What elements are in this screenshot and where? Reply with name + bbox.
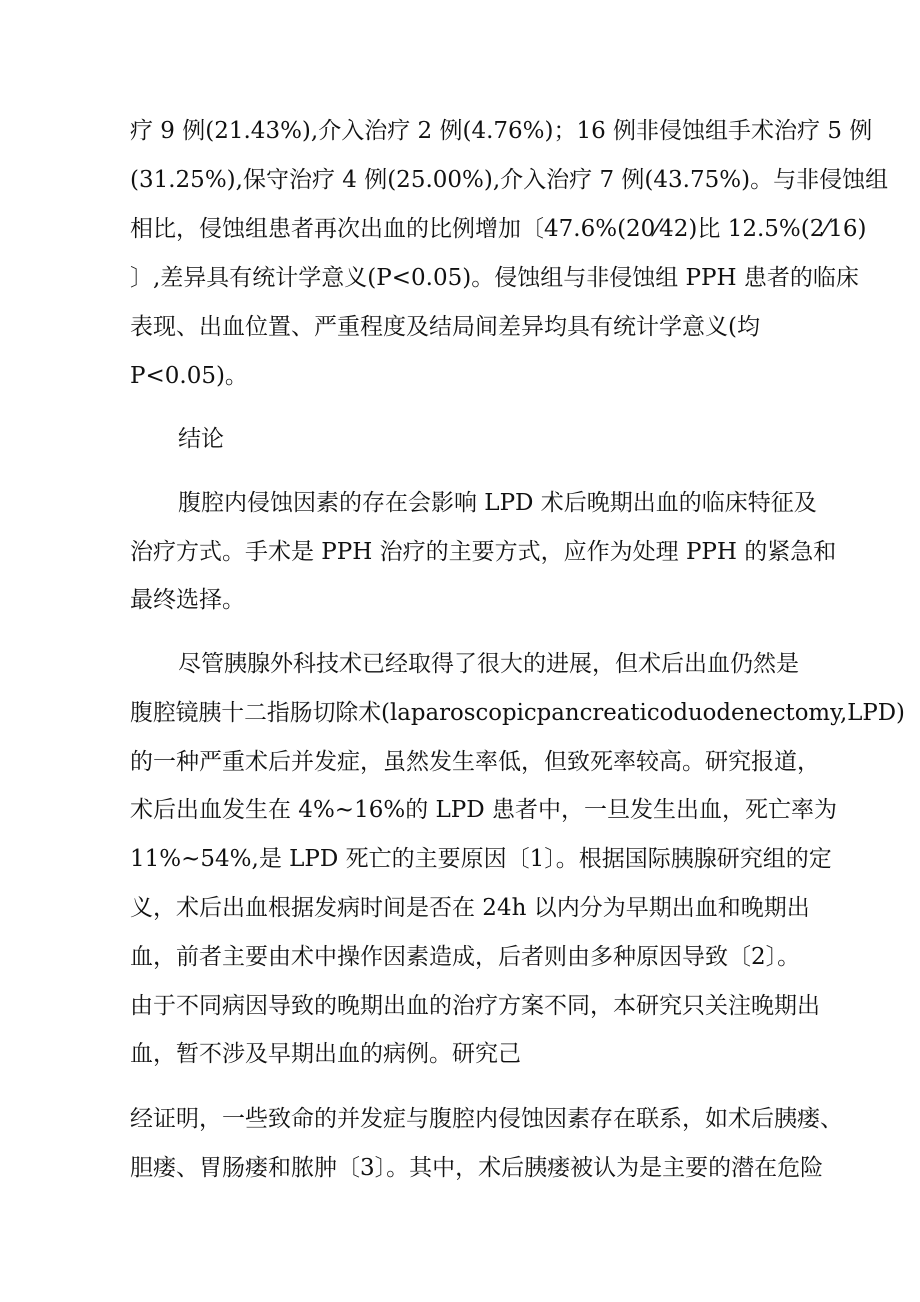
intro-line-1: 尽管胰腺外科技术已经取得了很大的进展，但术后出血仍然是 bbox=[178, 651, 799, 677]
conclusion-line-1: 腹腔内侵蚀因素的存在会影响 LPD 术后晚期出血的临床特征及 bbox=[178, 490, 817, 516]
results-line-1: 疗 9 例(21.43%),介入治疗 2 例(4.76%)；16 例非侵蚀组手术治疗 5 例 bbox=[130, 118, 873, 144]
results-line-2: (31.25%),保守治疗 4 例(25.00%),介入治疗 7 例(43.75%)。与非侵蚀组 bbox=[130, 167, 889, 193]
section-heading-conclusion: 结论 bbox=[178, 426, 224, 452]
intro-line-5: 11%~54%,是 LPD 死亡的主要原因〔1〕。根据国际胰腺研究组的定 bbox=[130, 846, 832, 872]
continuation-line-1: 经证明，一些致命的并发症与腹腔内侵蚀因素存在联系，如术后胰瘘、 bbox=[130, 1106, 843, 1132]
results-line-3: 相比，侵蚀组患者再次出血的比例增加〔47.6%(20⁄42)比 12.5%(2⁄16) bbox=[130, 216, 867, 242]
results-line-5: 表现、出血位置、严重程度及结局间差异均具有统计学意义(均 bbox=[130, 314, 760, 340]
conclusion-line-3: 最终选择。 bbox=[130, 587, 245, 613]
results-line-6: P<0.05)。 bbox=[130, 363, 248, 389]
intro-line-7: 血，前者主要由术中操作因素造成，后者则由多种原因导致〔2〕。 bbox=[130, 944, 801, 970]
intro-line-2: 腹腔镜胰十二指肠切除术(laparoscopicpancreaticoduodenectomy,LPD) bbox=[130, 700, 905, 726]
conclusion-line-2: 治疗方式。手术是 PPH 治疗的主要方式，应作为处理 PPH 的紧急和 bbox=[130, 539, 837, 565]
intro-line-9: 血，暂不涉及早期出血的病例。研究己 bbox=[130, 1041, 521, 1067]
intro-line-6: 义，术后出血根据发病时间是否在 24h 以内分为早期出血和晚期出 bbox=[130, 895, 810, 921]
intro-line-8: 由于不同病因导致的晚期出血的治疗方案不同，本研究只关注晚期出 bbox=[130, 993, 820, 1019]
results-line-4: 〕,差异具有统计学意义(P<0.05)。侵蚀组与非侵蚀组 PPH 患者的临床 bbox=[130, 265, 859, 291]
continuation-line-2: 胆瘘、胃肠瘘和脓肿〔3〕。其中，术后胰瘘被认为是主要的潜在危险 bbox=[130, 1155, 824, 1181]
intro-line-3: 的一种严重术后并发症，虽然发生率低，但致死率较高。研究报道， bbox=[130, 749, 820, 775]
intro-line-4: 术后出血发生在 4%~16%的 LPD 患者中，一旦发生出血，死亡率为 bbox=[130, 797, 838, 823]
